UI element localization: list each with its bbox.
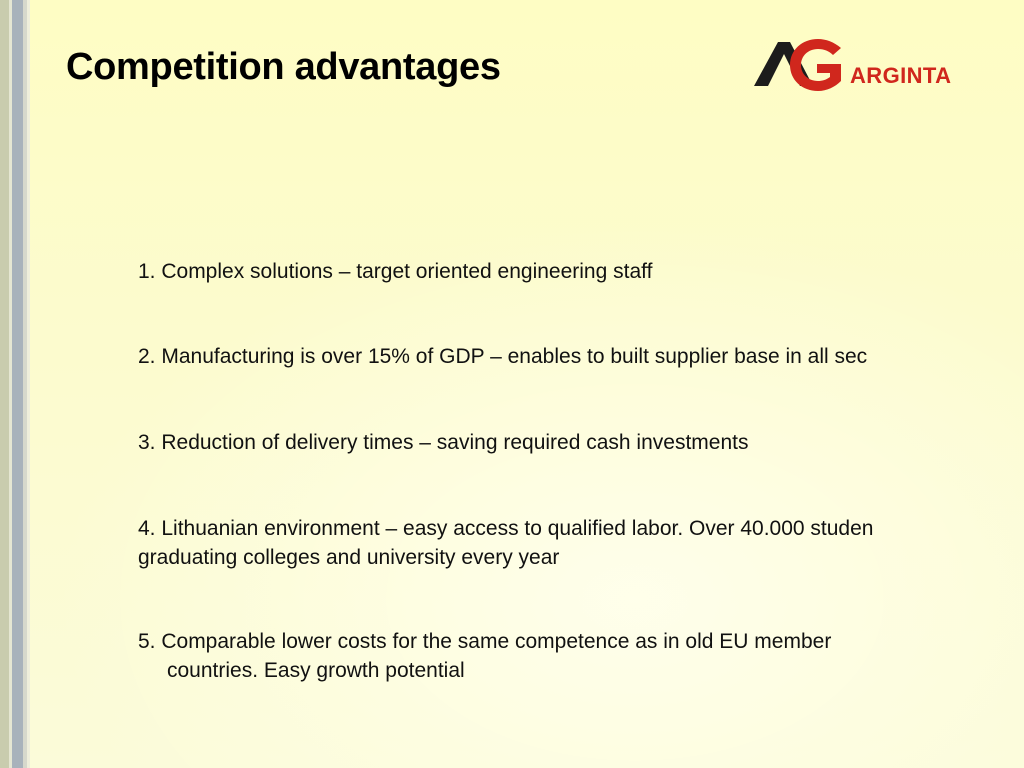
- advantage-item: [138, 514, 873, 572]
- advantage-item: [138, 627, 831, 685]
- advantage-text: 4. Lithuanian environment – easy access to qualified labor. Over 40.000 studen: [138, 517, 874, 540]
- advantage-text: 5. Comparable lower costs for the same competence as in old EU member: [138, 630, 832, 653]
- advantage-text: 2. Manufacturing is over 15% of GDP – enables to built supplier base in all sec: [138, 345, 868, 368]
- left-border-stripe: [0, 0, 9, 768]
- advantage-text: 3. Reduction of delivery times – saving required cash investments: [138, 431, 749, 454]
- advantage-item: [138, 428, 748, 457]
- logo-wordmark: ARGINTA: [850, 63, 952, 88]
- left-border-stripe: [12, 0, 23, 768]
- advantage-item: [138, 342, 867, 371]
- slide-title: Competition advantages: [66, 46, 501, 88]
- advantage-text: 1. Complex solutions – target oriented engineering staff: [138, 260, 653, 283]
- left-border-stripe: [27, 0, 30, 768]
- advantage-item: [138, 257, 652, 286]
- advantage-text-continued: graduating colleges and university every year: [138, 546, 560, 569]
- advantages-list: [138, 0, 1024, 768]
- advantage-text-continued: countries. Easy growth potential: [167, 659, 465, 682]
